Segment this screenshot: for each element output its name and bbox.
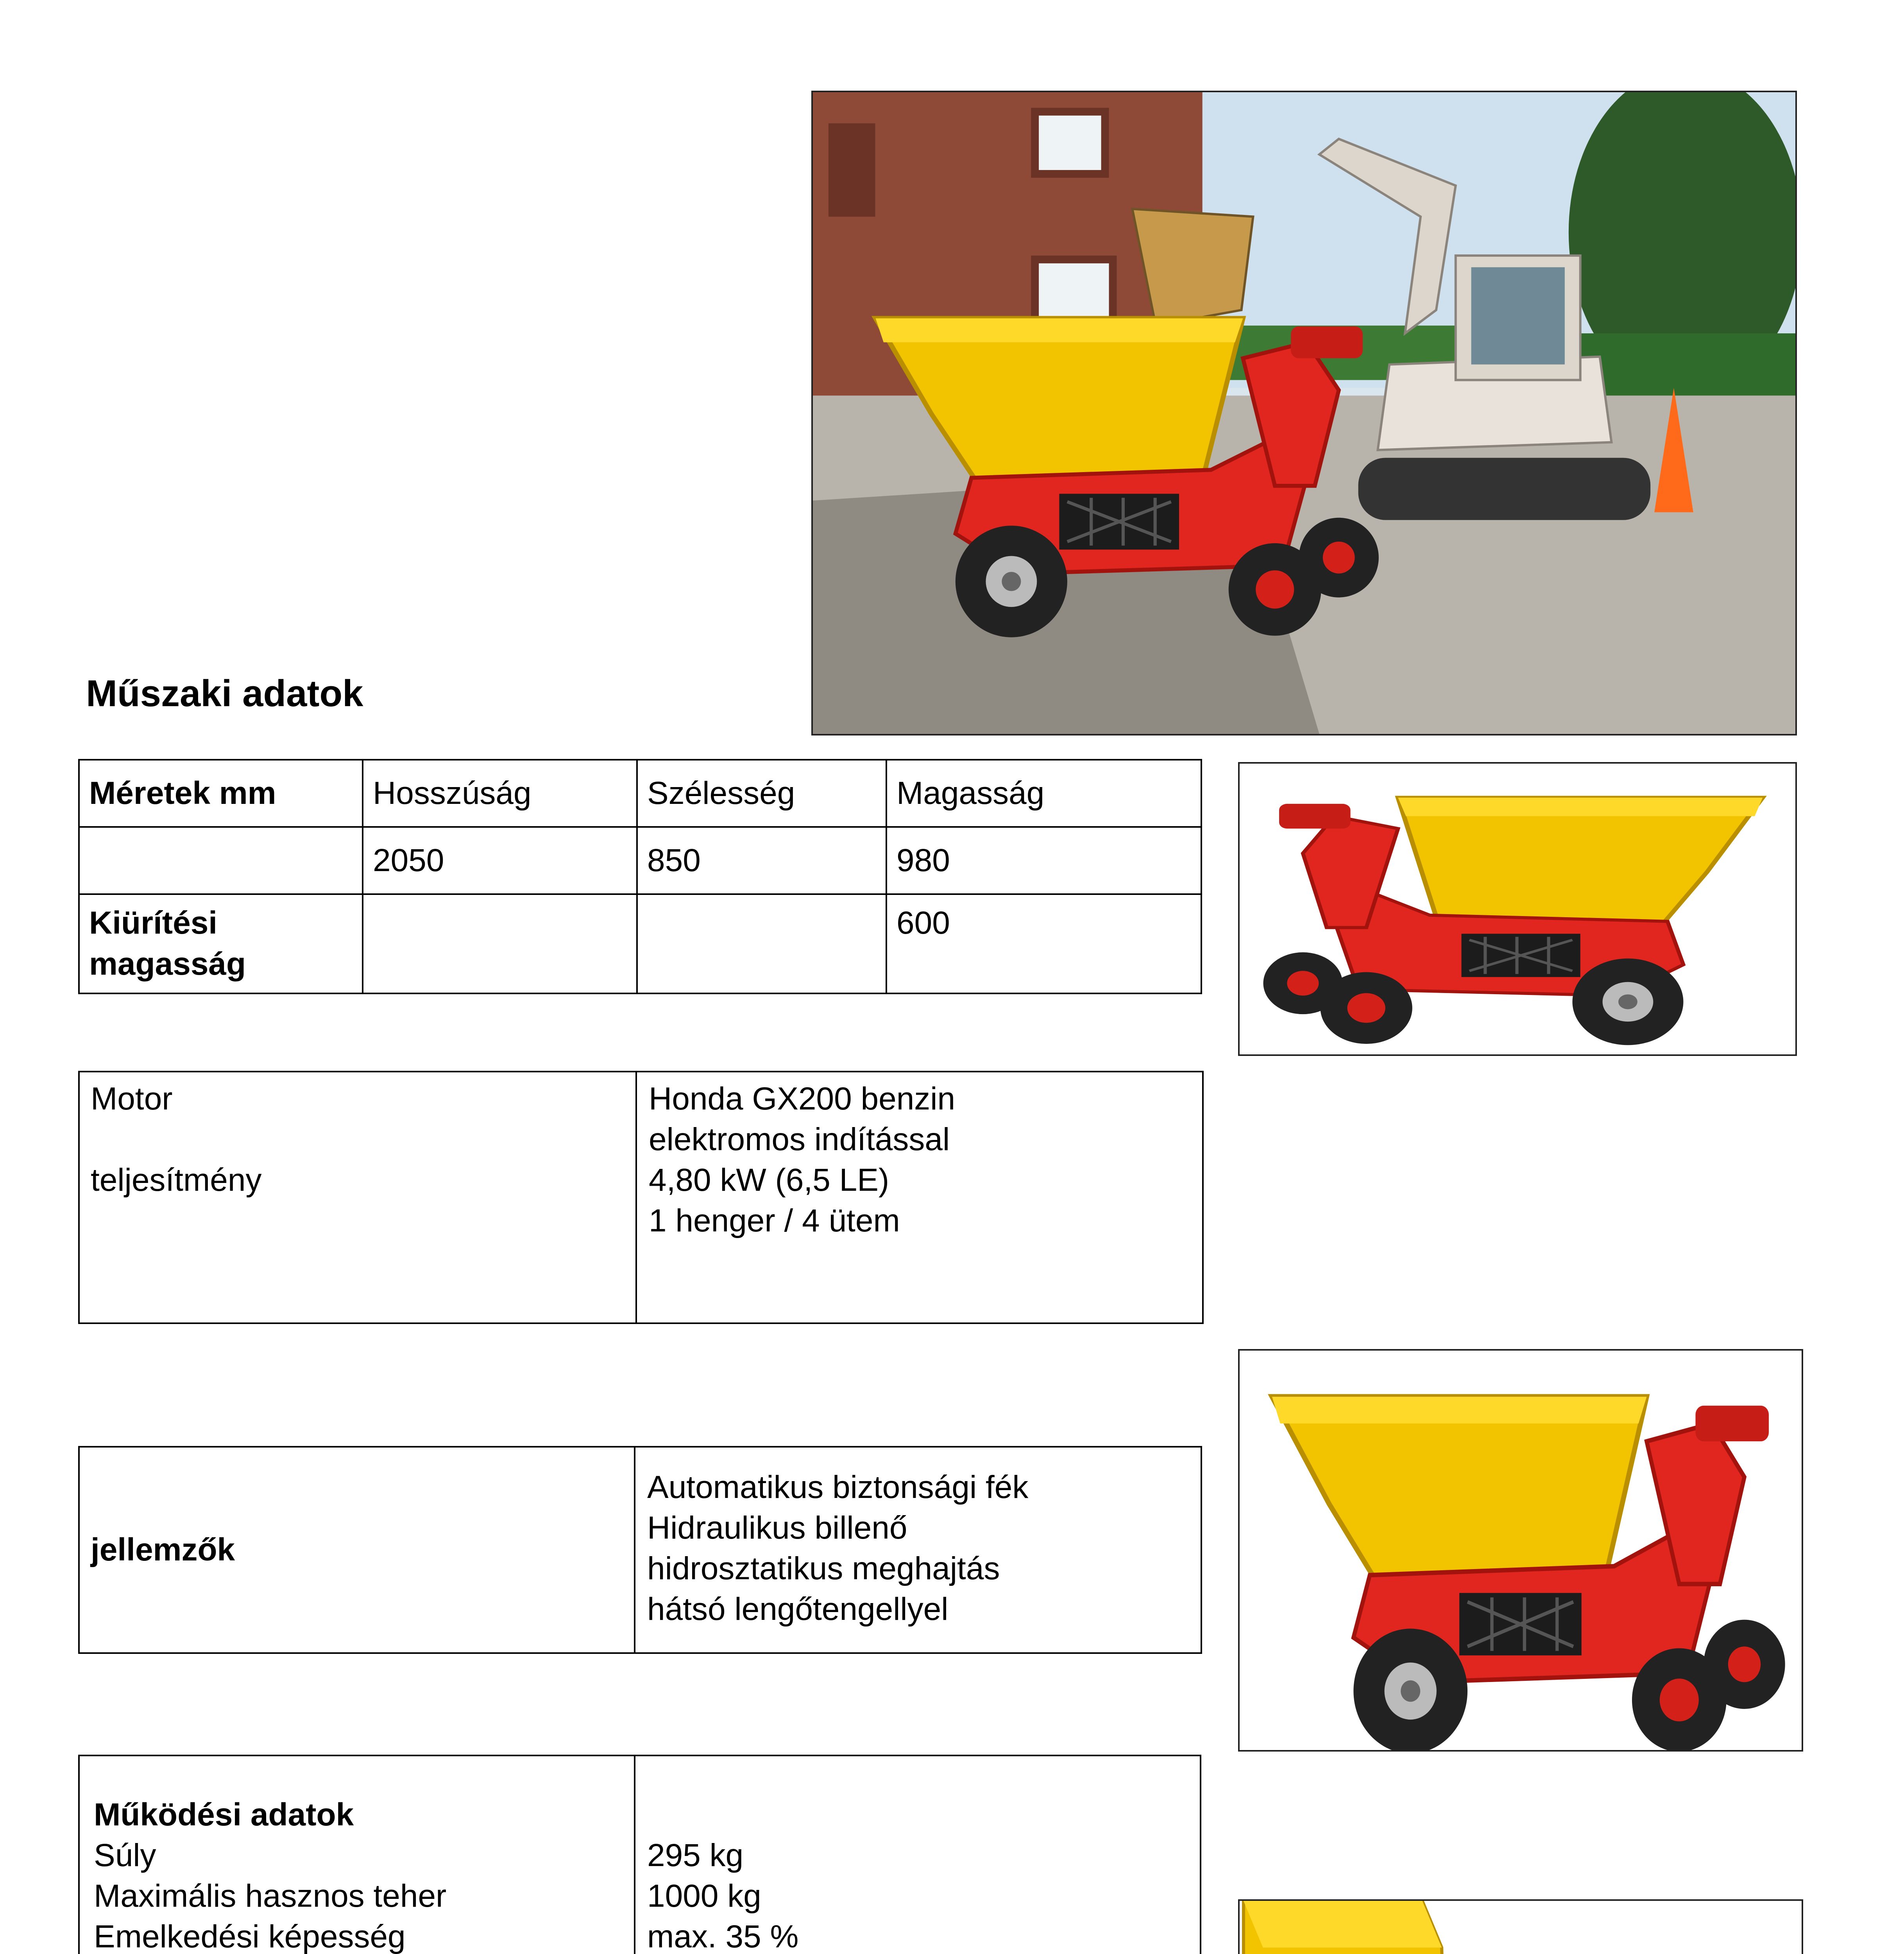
operating-values [647, 1835, 932, 1954]
motor-value-4: 1 henger / 4 ütem [649, 1203, 900, 1238]
motor-labels [91, 1079, 262, 1322]
dump-empty-1 [363, 894, 637, 993]
dump-height-value: 600 [886, 894, 1201, 993]
operating-heading: Működési adatok [94, 1797, 354, 1832]
product-photo-front [1238, 1349, 1803, 1752]
length-header: Hosszúság [363, 760, 637, 827]
length-value: 2050 [363, 827, 637, 894]
dump-empty-2 [637, 894, 886, 993]
power-label: teljesítmény [91, 1162, 262, 1198]
motor-values [649, 1079, 955, 1322]
operating-labels [94, 1795, 446, 1954]
motor-value-3: 4,80 kW (6,5 LE) [649, 1162, 889, 1198]
motor-value-1: Honda GX200 benzin [649, 1081, 956, 1117]
feature-4: hátsó lengőtengellyel [647, 1591, 948, 1627]
hero-photo [811, 91, 1797, 735]
operating-data-box [78, 1755, 1201, 1954]
op-value-weight: 295 kg [647, 1838, 744, 1873]
op-label-weight: Súly [94, 1838, 156, 1873]
motor-label: Motor [91, 1081, 173, 1117]
dimensions-header-label: Méretek mm [79, 760, 363, 827]
product-photo-tipped [1238, 1899, 1803, 1954]
height-header: Magasság [886, 760, 1201, 827]
page-title: Műszaki adatok [86, 673, 363, 714]
dimensions-table [78, 759, 1202, 994]
height-value: 980 [886, 827, 1201, 894]
feature-1: Automatikus biztonsági fék [647, 1469, 1029, 1505]
features-label: jellemzők [91, 1532, 235, 1567]
features-box [78, 1446, 1202, 1654]
width-value: 850 [637, 827, 886, 894]
feature-2: Hidraulikus billenő [647, 1510, 907, 1546]
op-label-payload: Maximális hasznos teher [94, 1878, 447, 1914]
motor-box [78, 1071, 1204, 1324]
product-photo-side [1238, 762, 1797, 1056]
width-header: Szélesség [637, 760, 886, 827]
motor-value-2: elektromos indítással [649, 1122, 950, 1157]
values-row-label [79, 827, 363, 894]
op-value-climb: max. 35 % [647, 1919, 799, 1954]
op-value-payload: 1000 kg [647, 1878, 761, 1914]
op-label-climb: Emelkedési képesség [94, 1919, 406, 1954]
features-values [647, 1467, 1028, 1652]
feature-3: hidrosztatikus meghajtás [647, 1551, 1000, 1586]
dump-height-label: Kiürítési magasság [79, 894, 363, 993]
